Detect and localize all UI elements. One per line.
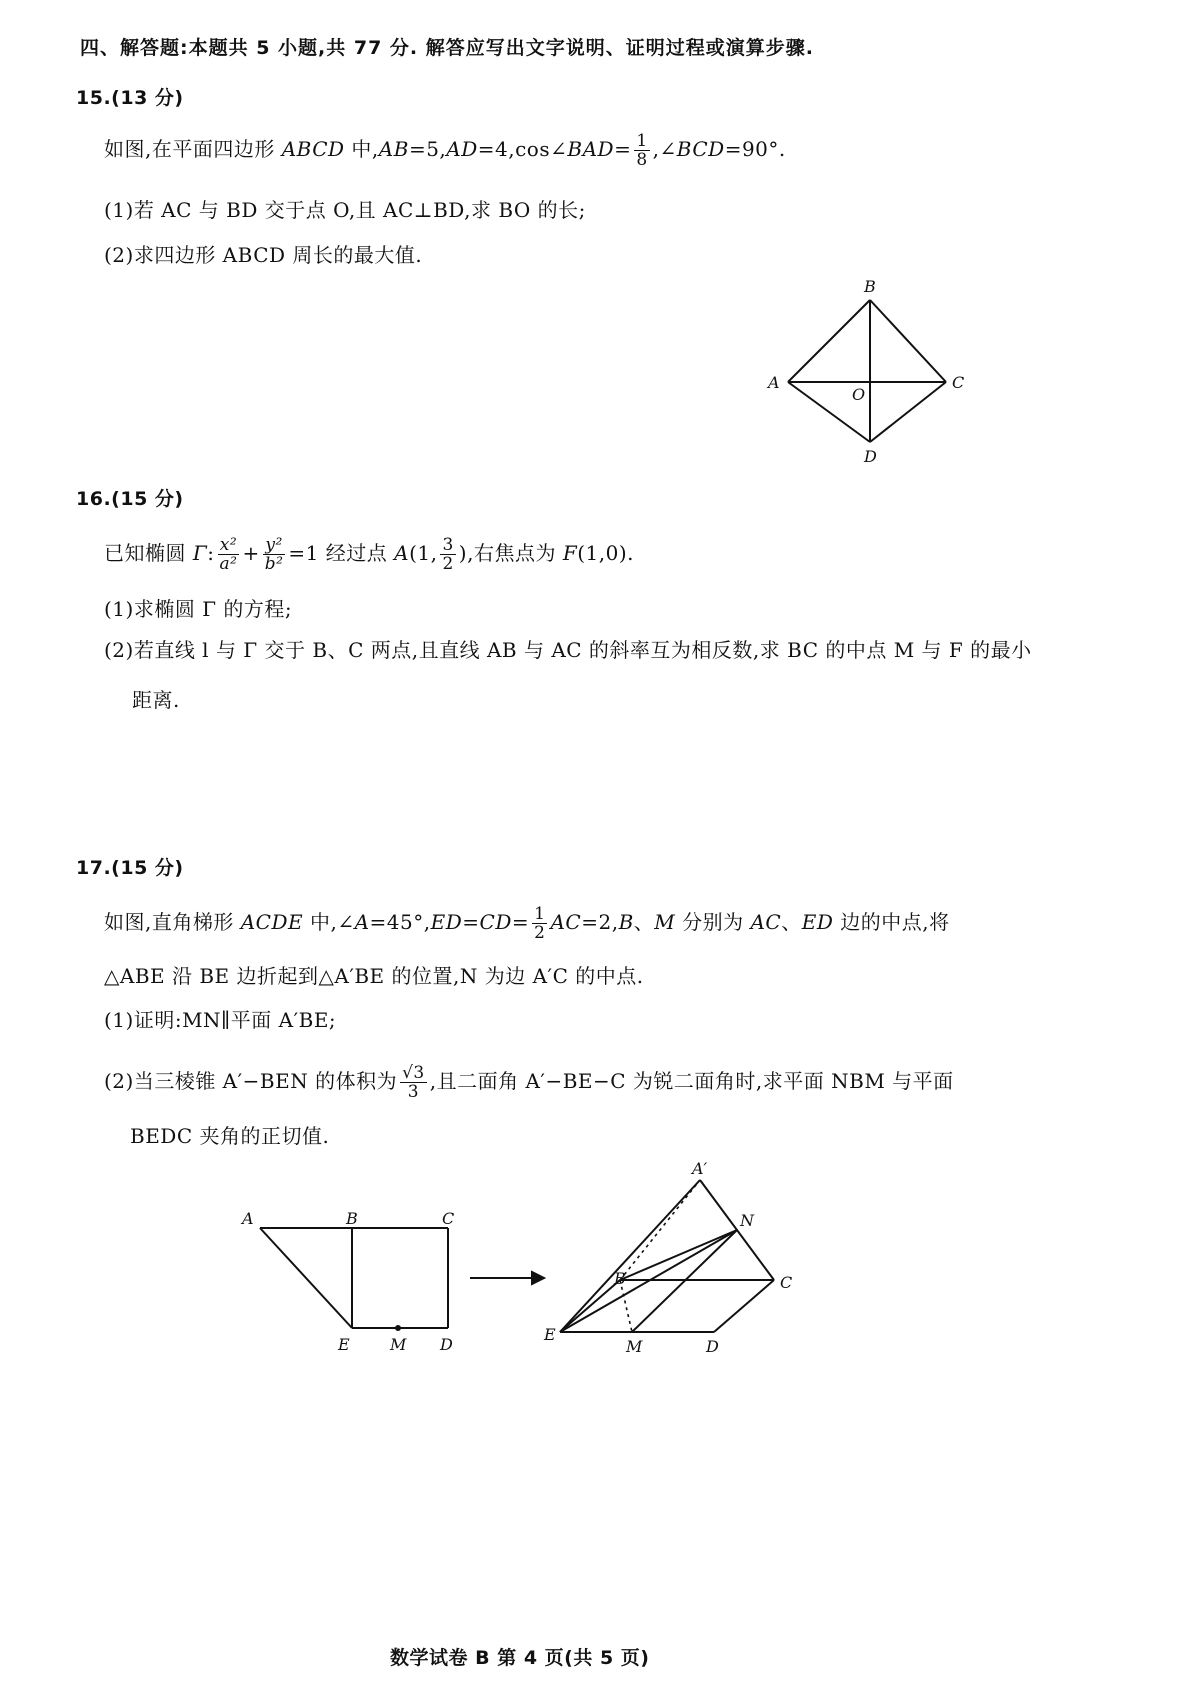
stem-var: Γ — [192, 541, 208, 565]
fraction-denominator: 2 — [534, 923, 546, 943]
problem-17-q2-line2: BEDC 夹角的正切值. — [130, 1124, 330, 1148]
stem-var: ACDE — [240, 910, 304, 934]
stem-text: (1, — [409, 541, 438, 565]
stem-text: 中,∠ — [303, 910, 355, 934]
fraction-numerator: x² — [218, 536, 240, 555]
page-footer: 数学试卷 B 第 4 页(共 5 页) — [390, 1647, 650, 1669]
stem-var: ED — [430, 910, 463, 934]
label-o: O — [852, 385, 866, 404]
edge-cd — [714, 1280, 774, 1332]
fraction-numerator: 3 — [442, 535, 454, 555]
fraction-numerator: 1 — [534, 904, 546, 924]
stem-var: BCD — [676, 137, 725, 161]
stem-text: ),右焦点为 — [458, 541, 563, 565]
label-d-right: D — [706, 1337, 719, 1356]
problem-15-q2: (2)求四边形 ABCD 周长的最大值. — [104, 243, 423, 267]
stem-var: AB — [378, 137, 409, 161]
edge-ea — [260, 1228, 352, 1328]
stem-var: AC — [750, 910, 782, 934]
label-c: C — [442, 1209, 455, 1228]
stem-text: = — [511, 910, 530, 934]
half-fraction — [532, 905, 547, 942]
label-e-right: E — [544, 1325, 556, 1344]
stem-var: F — [562, 541, 578, 565]
label-c-right: C — [780, 1273, 793, 1292]
stem-text: =2, — [581, 910, 619, 934]
problem-17-score: (15 分) — [111, 857, 184, 879]
stem-var: ED — [801, 910, 834, 934]
stem-var: AD — [446, 137, 478, 161]
fraction-numerator: 1 — [636, 131, 648, 151]
arrow-head — [532, 1272, 544, 1284]
problem-16-q2-line1: (2)若直线 l 与 Γ 交于 B、C 两点,且直线 AB 与 AC 的斜率互为相反数,求 BC 的中点 M 与 F 的最小 — [104, 638, 1032, 662]
point-fraction — [440, 536, 455, 573]
stem-var: AC — [550, 910, 582, 934]
stem-text: : — [207, 541, 215, 565]
problem-15-number: 15. — [76, 87, 112, 109]
problem-16-stem — [104, 536, 634, 573]
figure-15-quadrilateral — [760, 270, 980, 470]
stem-var: BAD — [567, 137, 615, 161]
point-m — [395, 1325, 401, 1331]
stem-text: 边的中点,将 — [833, 910, 950, 934]
problem-16-score: (15 分) — [111, 488, 184, 510]
y-fraction — [263, 536, 286, 573]
stem-var: M — [654, 910, 676, 934]
label-a-prime: A′ — [692, 1160, 708, 1178]
edge-ab — [788, 300, 870, 382]
edge-bc — [870, 300, 946, 382]
problem-17-heading — [76, 854, 184, 882]
problem-15-q1: (1)若 AC 与 BD 交于点 O,且 AC⊥BD,求 BO 的长; — [104, 198, 586, 222]
problem-17-q2-line1 — [104, 1064, 954, 1101]
stem-text: = — [462, 910, 480, 934]
problem-16-number: 16. — [76, 488, 112, 510]
stem-text: 、 — [633, 910, 655, 934]
fraction-denominator: b² — [264, 554, 284, 574]
problem-15-heading — [76, 84, 184, 112]
problem-16-heading — [76, 485, 184, 513]
problem-17-stem-line1 — [104, 905, 950, 942]
problem-16-q1: (1)求椭圆 Γ 的方程; — [104, 597, 293, 621]
stem-text: 、 — [781, 910, 802, 934]
label-m: M — [390, 1335, 407, 1354]
stem-text: ,∠ — [652, 137, 677, 161]
stem-text: =5, — [408, 137, 447, 161]
stem-text: =90°. — [724, 137, 786, 161]
label-m-right: M — [626, 1337, 643, 1356]
fraction-numerator: y² — [263, 536, 286, 555]
label-n: N — [740, 1211, 754, 1230]
section-header: 四、解答题:本题共 5 小题,共 77 分. 解答应写出文字说明、证明过程或演算步骤. — [80, 37, 814, 59]
stem-text: =4,cos∠ — [477, 137, 568, 161]
stem-var: B — [618, 910, 634, 934]
figure-17-folding — [230, 1160, 830, 1360]
stem-text: =1 经过点 — [288, 541, 395, 565]
stem-text: + — [242, 541, 260, 565]
stem-text: (2)当三棱锥 A′−BEN 的体积为 — [104, 1069, 398, 1093]
dotted-ba-prime — [620, 1180, 700, 1280]
segment-bn — [620, 1230, 737, 1280]
x-fraction — [218, 536, 240, 573]
problem-15-score: (13 分) — [111, 87, 184, 109]
fraction-denominator: 2 — [442, 554, 454, 574]
stem-text: 如图,在平面四边形 — [104, 137, 282, 161]
label-b-right: B — [614, 1269, 626, 1288]
stem-text: ,且二面角 A′−BE−C 为锐二面角时,求平面 NBM 与平面 — [429, 1069, 954, 1093]
stem-var: A — [354, 910, 370, 934]
stem-var: ABCD — [281, 137, 345, 161]
label-b: B — [864, 277, 876, 296]
stem-text: (1,0). — [577, 541, 634, 565]
fraction-denominator: a² — [219, 554, 238, 574]
problem-16-q2-line2: 距离. — [132, 688, 180, 712]
label-b: B — [346, 1209, 358, 1228]
problem-17-number: 17. — [76, 857, 112, 879]
stem-text: 如图,直角梯形 — [104, 910, 241, 934]
label-e: E — [338, 1335, 350, 1354]
stem-text: 中, — [344, 137, 379, 161]
label-a: A — [768, 373, 780, 392]
stem-text: 分别为 — [675, 910, 751, 934]
edge-cd — [870, 382, 946, 442]
fraction-denominator: 3 — [407, 1082, 420, 1102]
label-c: C — [952, 373, 965, 392]
problem-17-stem-line2: △ABE 沿 BE 边折起到△A′BE 的位置,N 为边 A′C 的中点. — [104, 964, 644, 988]
problem-15-stem — [104, 132, 786, 169]
stem-text: =45°, — [369, 910, 431, 934]
edge-be — [560, 1280, 620, 1332]
stem-var: CD — [479, 910, 512, 934]
label-d: D — [864, 447, 877, 466]
label-a: A — [242, 1209, 254, 1228]
fraction-numerator: √3 — [402, 1063, 425, 1083]
label-d: D — [440, 1335, 453, 1354]
problem-17-q1: (1)证明:MN∥平面 A′BE; — [104, 1008, 337, 1032]
cos-fraction — [634, 132, 649, 169]
stem-text: 已知椭圆 — [104, 541, 193, 565]
stem-text: = — [614, 137, 632, 161]
volume-fraction — [400, 1064, 427, 1101]
stem-var: A — [394, 541, 410, 565]
fraction-denominator: 8 — [636, 150, 648, 170]
